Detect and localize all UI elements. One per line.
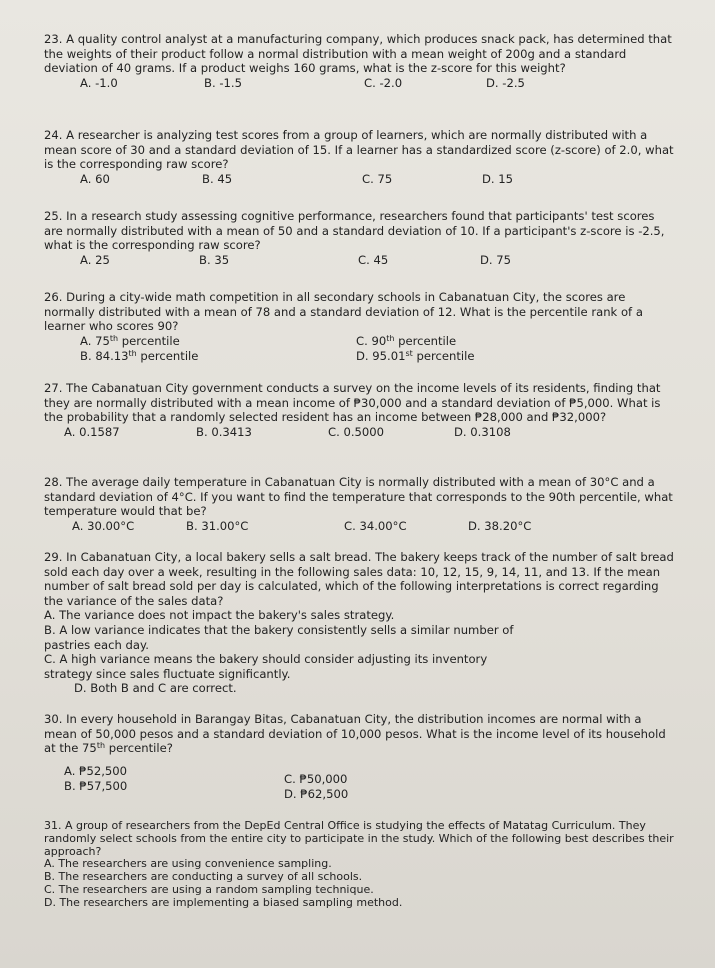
option-b[interactable]: B. ₱57,500 [64, 778, 128, 793]
option-a[interactable]: A. 60 [80, 171, 110, 186]
question-27 [44, 381, 675, 440]
question-28 [44, 475, 675, 534]
question-text: In Cabanatuan City, a local bakery sells a salt bread. The bakery keeps track of the number of salt bread sold each day over a week, resulting in the following sales data: 10, 12, 15, 9, 14, 11, and 13. If the mean number of salt bread sold per day is calculated, which of the following interpretations is correct regarding the variance of the sales data? [44, 550, 674, 608]
option-a[interactable]: A. -1.0 [80, 75, 118, 90]
option-b-continued: pastries each day. [44, 637, 149, 652]
question-text: A researcher is analyzing test scores from a group of learners, which are normally distributed with a mean score of 30 and a standard deviation of 15. If a learner has a standardized score (z-score) of 2.0, what is the corresponding raw score? [44, 128, 674, 172]
question-text: The Cabanatuan City government conducts a survey on the income levels of its residents, finding that they are normally distributed with a mean income of ₱30,000 and a standard deviation of ₱5,000. What is the probability that a randomly selected resident has an income between ₱28,000 and ₱32,000? [44, 381, 661, 425]
option-a[interactable]: A. 30.00°C [72, 518, 135, 533]
option-a[interactable]: A. 25 [80, 252, 110, 267]
option-b[interactable]: B. A low variance indicates that the bakery consistently sells a similar number of [44, 622, 514, 637]
question-29 [44, 550, 675, 696]
question-number: 25. [44, 209, 63, 223]
question-text: In a research study assessing cognitive performance, researchers found that participants' test scores are normally distributed with a mean of 50 and a standard deviation of 10. If a participant's z-score is -2.5, what is the corresponding raw score? [44, 209, 665, 253]
option-d[interactable]: D. 0.3108 [454, 424, 511, 439]
option-a[interactable]: A. The researchers are using convenience sampling. [44, 857, 332, 871]
option-d[interactable]: D. 38.20°C [468, 518, 532, 533]
option-b[interactable]: B. 31.00°C [186, 518, 249, 533]
option-c[interactable]: C. A high variance means the bakery should consider adjusting its inventory [44, 652, 488, 667]
question-26 [44, 290, 675, 364]
question-number: 28. [44, 475, 63, 489]
option-b[interactable]: B. 0.3413 [196, 424, 252, 439]
option-c-continued: strategy since sales fluctuate significantly. [44, 666, 291, 681]
question-text: A quality control analyst at a manufacturing company, which produces snack pack, has determined that the weights of their product follow a normal distribution with a mean weight of 200g and a standard deviation of 40 grams. If a product weighs 160 grams, what is the z-score for this weight? [44, 32, 672, 76]
option-b[interactable]: B. 45 [202, 171, 233, 186]
question-number: 27. [44, 381, 63, 395]
option-b[interactable]: B. -1.5 [204, 75, 242, 90]
option-d[interactable]: D. 15 [482, 171, 514, 186]
option-c[interactable]: C. 45 [358, 252, 389, 267]
option-a[interactable]: A. ₱52,500 [64, 763, 128, 778]
question-number: 24. [44, 128, 63, 142]
option-c[interactable]: C. -2.0 [364, 75, 403, 90]
question-number: 31. [44, 819, 62, 832]
question-number: 30. [44, 712, 63, 726]
option-b[interactable]: B. 84.13th percentile [80, 348, 199, 363]
option-c[interactable]: C. The researchers are using a random sampling technique. [44, 882, 374, 896]
option-a[interactable]: A. 75th percentile [80, 333, 180, 348]
question-23 [44, 32, 675, 91]
question-31 [44, 820, 675, 910]
option-b[interactable]: B. 35 [199, 252, 230, 267]
question-number: 29. [44, 550, 63, 564]
option-d[interactable]: D. ₱62,500 [284, 786, 349, 801]
option-d[interactable]: D. Both B and C are correct. [74, 681, 237, 696]
option-c[interactable]: C. ₱50,000 [284, 771, 348, 786]
question-number: 26. [44, 290, 63, 304]
option-d[interactable]: D. -2.5 [486, 75, 525, 90]
question-25 [44, 209, 675, 268]
option-c[interactable]: C. 0.5000 [328, 424, 385, 439]
option-d[interactable]: D. 75 [480, 252, 512, 267]
option-c[interactable]: C. 34.00°C [344, 518, 407, 533]
option-c[interactable]: C. 90th percentile [356, 333, 457, 348]
question-text: In every household in Barangay Bitas, Cabanatuan City, the distribution incomes are normal with a mean of 50,000 pesos and a standard deviation of 10,000 pesos. What is the income level of its household at the 75 [44, 712, 666, 756]
question-text: The average daily temperature in Cabanatuan City is normally distributed with a mean of 30°C and a standard deviation of 4°C. If you want to find the temperature that corresponds to the 90th percentile, what temperature would that be? [44, 475, 673, 519]
question-30: 30. In every household in Barangay Bitas, Cabanatuan City, the distribution incomes are normal with a mean of 50,000 pesos and a standard deviation of 10,000 pesos. What is the income level of its household at the 75th percentile? A. ₱52,500 C. ₱50,000 B. ₱57,500 D. ₱62,500 [44, 712, 666, 801]
option-b[interactable]: B. The researchers are conducting a survey of all schools. [44, 870, 363, 884]
question-text: A group of researchers from the DepEd Central Office is studying the effects of Matatag Curriculum. They randomly select schools from the entire city to participate in the study. Which of the following best describes their approach? [44, 819, 674, 858]
option-d[interactable]: D. 95.01st percentile [356, 348, 475, 363]
option-a[interactable]: A. 0.1587 [64, 424, 120, 439]
question-24 [44, 128, 675, 187]
question-number: 23. [44, 32, 63, 46]
question-text: During a city-wide math competition in all secondary schools in Cabanatuan City, the scores are normally distributed with a mean of 78 and a standard deviation of 12. What is the percentile rank of a learner who scores 90? [44, 290, 643, 334]
option-d[interactable]: D. The researchers are implementing a biased sampling method. [44, 895, 403, 909]
option-c[interactable]: C. 75 [362, 171, 393, 186]
option-a[interactable]: A. The variance does not impact the bakery's sales strategy. [44, 608, 395, 623]
